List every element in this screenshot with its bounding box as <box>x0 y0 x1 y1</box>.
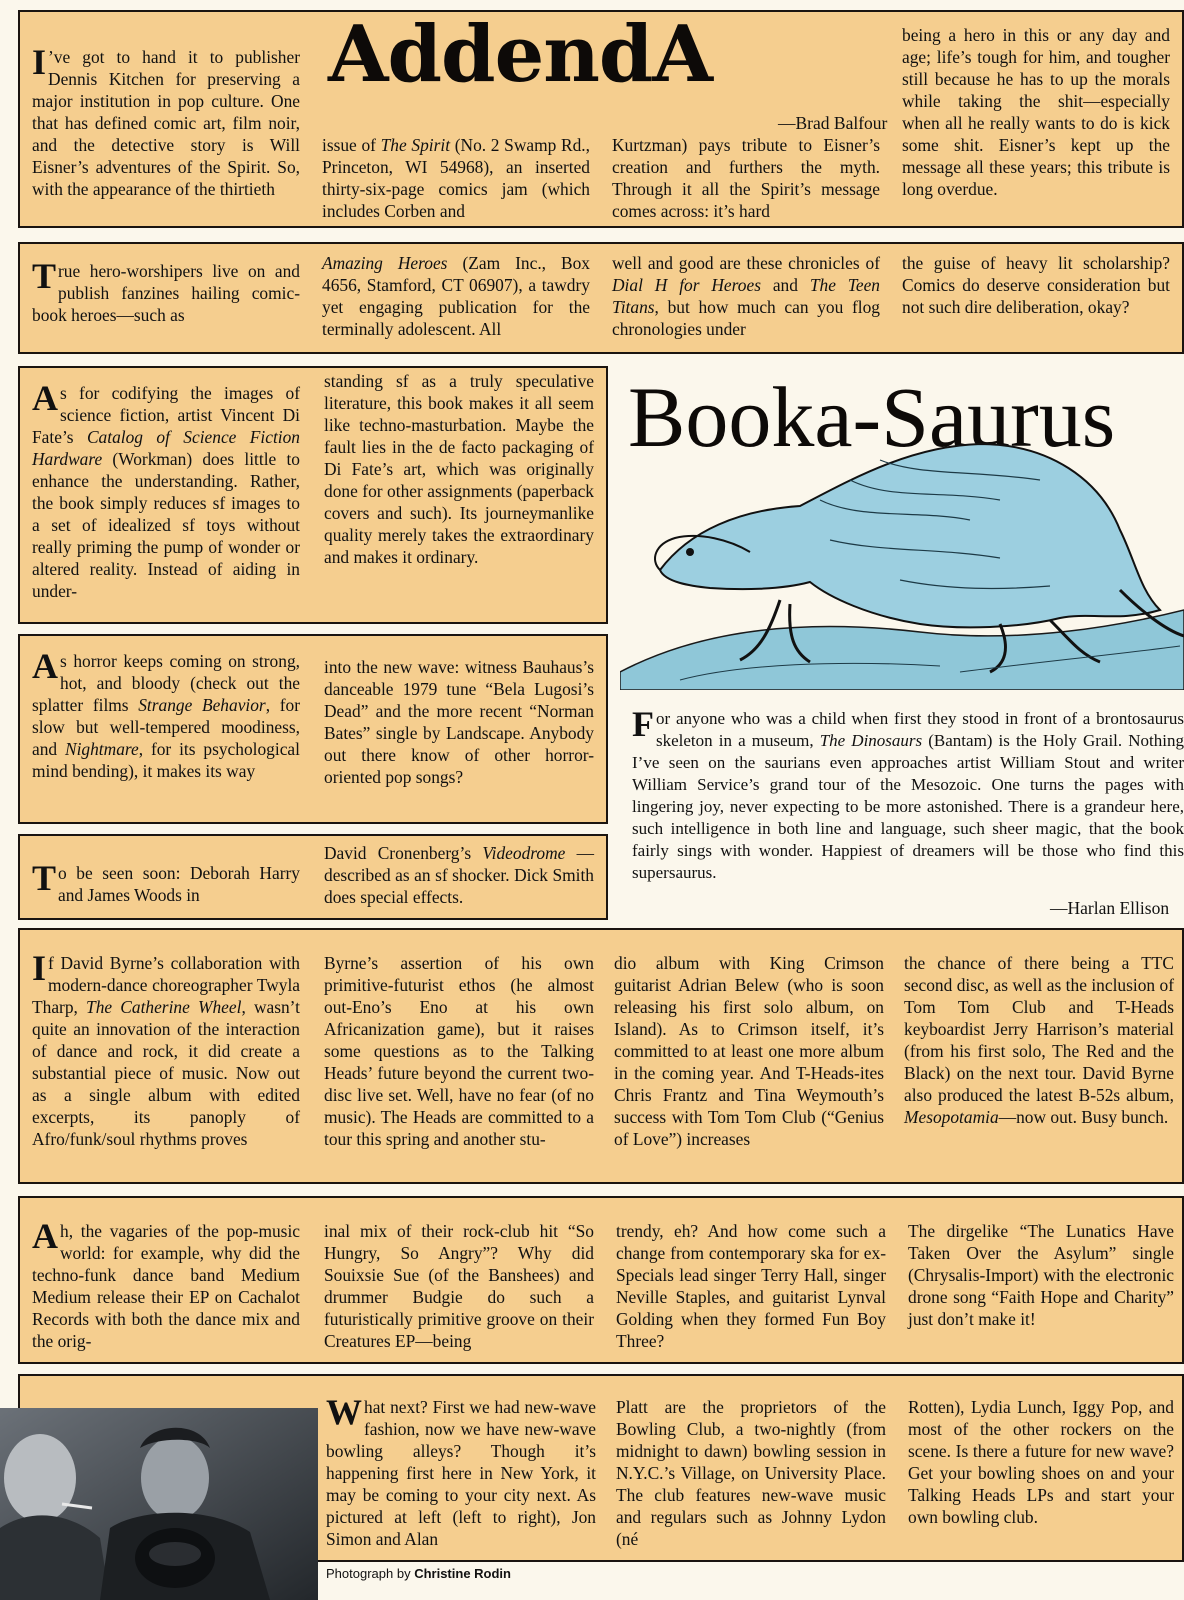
booka-byline: —Harlan Ellison <box>1050 898 1170 918</box>
heroes-col-3: well and good are these chronicles of Dial H for Heroes and The Teen Titans, but how much can you flog chronologies under <box>612 253 880 339</box>
horror-col-2: into the new wave: witness Bauhaus’s danceable 1979 tune “Bela Lugosi’s Dead” and the more recent “Norman Bates” single by Landscape. Anybody out there know of other horror-oriented pop songs? <box>324 657 594 787</box>
booka-saurus-review: For anyone who was a child when first they stood in front of a brontosaurus skeleton in a museum, The Dinosaurs (Bantam) is the Holy Grail. Nothing I’ve seen on the saurians even approaches artist William Stout and writer William Service’s grand tour of the Mesozoic. One turns the pages with lingering joy, never expecting to be more astonished. There is a grandeur here, such intelligence in both line and language, such sheer magic, that the book fairly sings with wonder. Happiest of dreamers will be those who find this supersaurus. <box>632 704 1184 882</box>
scifi-col-2: standing sf as a truly speculative literature, this book makes it all seem like techno-masturbation. Maybe the fault lies in the de facto packaging of Di Fate’s art, which was originally done for other assignments (paperback covers and such). Its journeymanlike quality merely takes the extraordinary and makes it ordinary. <box>324 371 594 567</box>
addenda-title: AddendA <box>328 9 712 100</box>
drop-cap: A <box>32 378 58 418</box>
vagaries-col-4: The dirgelike “The Lunatics Have Taken Over the Asylum” single (Chrysalis-Import) with the electronic drone song “Faith Hope and Charity” just don’t make it! <box>908 1221 1174 1329</box>
band-photo <box>0 1408 318 1600</box>
drop-cap: W <box>326 1392 362 1432</box>
horror-col-1: As horror keeps coming on strong, hot, and bloody (check out the splatter films Strange Behavior, for slow but well-tempered moodiness, and Nightmare, for its psychological mind bending), it makes its way <box>32 646 300 781</box>
drop-cap: I <box>32 948 47 988</box>
drop-cap: T <box>32 858 57 898</box>
drop-cap: A <box>32 646 58 686</box>
drop-cap: T <box>32 256 57 296</box>
heroes-col-4: the guise of heavy lit scholarship? Comics do deserve consideration but not such dire deliberation, okay? <box>902 253 1170 317</box>
bowling-col-1: What next? First we had new-wave fashion, now we have new-wave bowling alleys? Though it’s happening first here in New York, it may be coming to your city next. As pictured at left (left to right), Jon Simon and Alan <box>326 1392 596 1549</box>
scifi-col-1: As for codifying the images of science fiction, artist Vincent Di Fate’s Catalog of Science Fiction Hardware (Workman) does little to enhance the understanding. Rather, the book simply reduces sf images to a set of idealized sf toys without really priming the pump of wonder or altered reality. Instead of aiding in under- <box>32 378 300 601</box>
photo-credit: Photograph by Christine Rodin <box>326 1566 511 1581</box>
addenda-col-1: I ’ve got to hand it to publisher Dennis Kitchen for preserving a major institution in pop culture. One that has defined comic art, film noir, and the detective story is Will Eisner’s adventures of the Spirit. So, with the appearance of the thirtieth <box>32 42 300 199</box>
bowling-col-2: Platt are the proprietors of the Bowling Club, a two-nightly (from midnight to dawn) bowling session in N.Y.C.’s Village, on University Place. The club features new-wave music and regulars such as Johnny Lydon (né <box>616 1397 886 1549</box>
booka-saurus-title: Booka-Saurus <box>628 369 1116 465</box>
vagaries-col-1: Ah, the vagaries of the pop-music world: for example, why did the techno-funk dance band Medium Medium release their EP on Cachalot Records with both the dance mix and the orig- <box>32 1216 300 1351</box>
drop-cap: F <box>632 704 654 744</box>
vagaries-col-2: inal mix of their rock-club hit “So Hungry, So Angry”? Why did Souixsie Sue (of the Banshees) and drummer Budgie do such a futuristically primitive groove on their Creatures EP—being <box>324 1221 594 1351</box>
drop-cap: A <box>32 1216 58 1256</box>
seen-col-1: To be seen soon: Deborah Harry and James Woods in <box>32 858 300 905</box>
addenda-col-4: being a hero in this or any day and age; life’s tough for him, and tougher still because he has to up the morals while taking the shit—especially when all he really wants to do is kick some shit. Eisner’s kept up the message all these years; this tribute is long overdue. <box>902 25 1170 199</box>
heroes-col-1: True hero-worshipers live on and publish fanzines hailing comic-book heroes—such as <box>32 256 300 325</box>
drop-cap: I <box>32 42 47 82</box>
byrne-col-1: If David Byrne’s collaboration with modern-dance choreographer Twyla Tharp, The Catherine Wheel, wasn’t quite an innovation of the interaction of dance and rock, it did create a substantial piece of music. Now out as a single album with edited excerpts, its panoply of Afro/funk/soul rhythms proves <box>32 948 300 1149</box>
addenda-col-2: issue of The Spirit (No. 2 Swamp Rd., Princeton, WI 54968), an inserted thirty-six-page comics jam (which includes Corben and <box>322 135 590 221</box>
byrne-col-3: dio album with King Crimson guitarist Adrian Belew (who is soon releasing his first solo album, on Island). As to Crimson itself, it’s committed to at least one more album in the coming year. And T-Heads-ites Chris Frantz and Tina Weymouth’s success with Tom Tom Club (“Genius of Love”) increases <box>614 953 884 1149</box>
addenda-col-3: Kurtzman) pays tribute to Eisner’s creation and furthers the myth. Through it all the Spirit’s message comes across: it’s hard <box>612 135 880 221</box>
seen-col-2: David Cronenberg’s Videodrome —described as an sf shocker. Dick Smith does special effects. <box>324 843 594 907</box>
addenda-byline: —Brad Balfour <box>778 113 888 133</box>
byrne-col-2: Byrne’s assertion of his own primitive-futurist ethos (he almost out-Eno’s Eno at his own Africanization game), but it raises some questions as to the Talking Heads’ future beyond the current two-disc live set. Well, have no fear (of no music). The Heads are committed to a tour this spring and another stu- <box>324 953 594 1149</box>
byrne-col-4: the chance of there being a TTC second disc, as well as the inclusion of Tom Tom Club and T-Heads keyboardist Jerry Harrison’s material (from his first solo, The Red and the Black) on the next tour. David Byrne also produced the latest B-52s album, Mesopotamia—now out. Busy bunch. <box>904 953 1174 1127</box>
vagaries-col-3: trendy, eh? And how come such a change from contemporary ska for ex-Specials lead singer Terry Hall, singer Neville Staples, and guitarist Lynval Golding when they formed Fun Boy Three? <box>616 1221 886 1351</box>
dinosaur-illustration <box>620 440 1184 690</box>
heroes-col-2: Amazing Heroes (Zam Inc., Box 4656, Stamford, CT 06907), a tawdry yet engaging publication for the terminally adolescent. All <box>322 253 591 339</box>
bowling-col-3: Rotten), Lydia Lunch, Iggy Pop, and most of the other rockers on the scene. Is there a future for new wave? Get your bowling shoes on and your Talking Heads LPs and start your own bowling club. <box>908 1397 1174 1527</box>
